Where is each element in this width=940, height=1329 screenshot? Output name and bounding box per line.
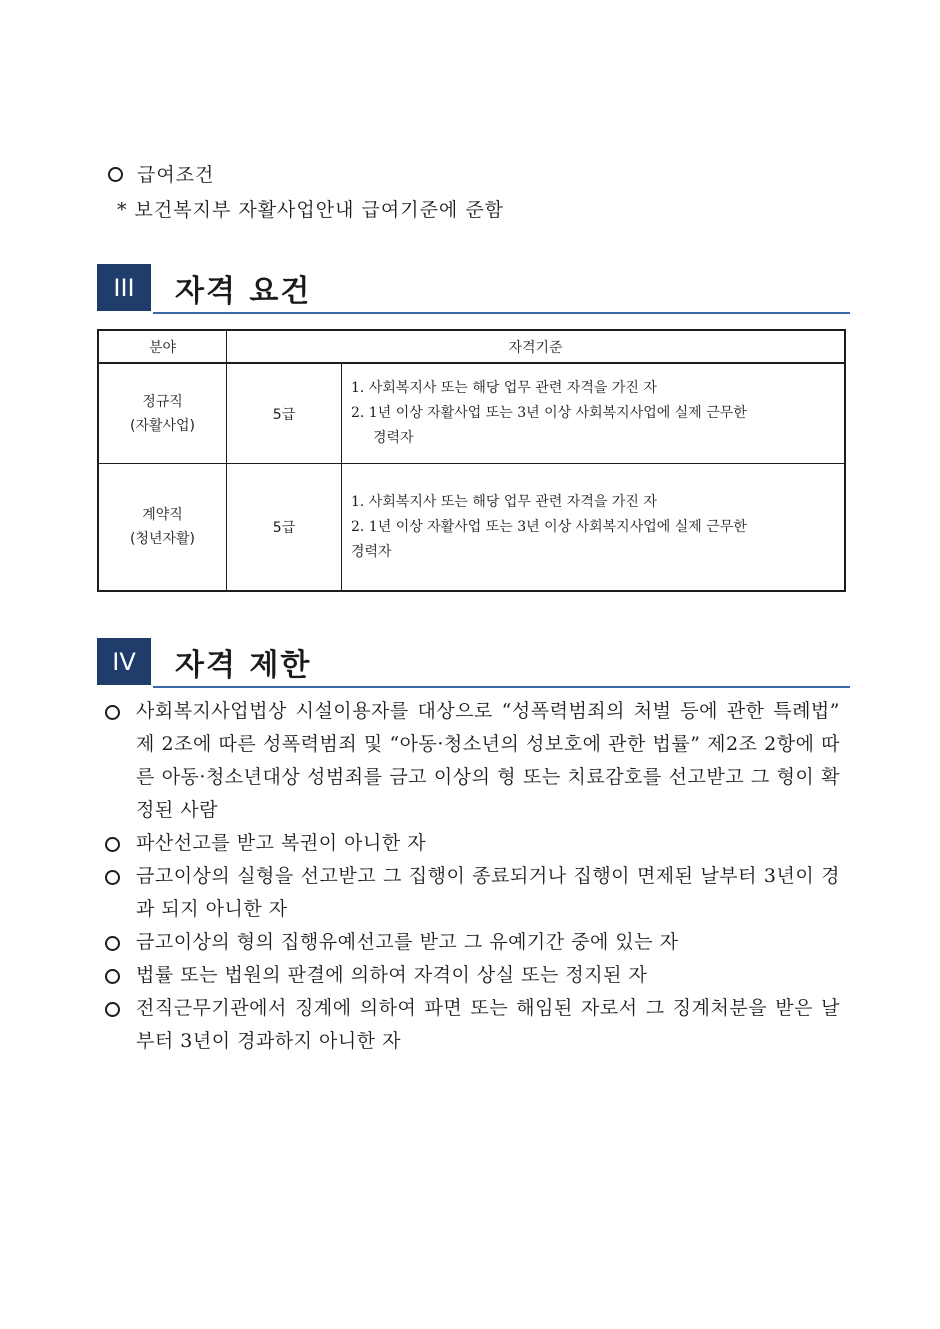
section-number: III <box>97 264 151 311</box>
restriction-text: 금고이상의 형의 집행유예선고를 받고 그 유예기간 중에 있는 자 <box>136 931 679 953</box>
section-title: 자격 요건 <box>175 274 312 309</box>
criteria-item: 2. 1년 이상 자활사업 또는 3년 이상 사회복지사업에 실제 근무한 <box>351 518 747 535</box>
section-3-header <box>97 264 850 314</box>
field-name: 정규직 <box>142 393 183 410</box>
criteria-cell <box>342 363 846 464</box>
grade-cell: 5급 <box>227 363 342 464</box>
circle-bullet-icon <box>105 969 120 984</box>
criteria-cell <box>342 464 846 592</box>
criteria-item: 1. 사회복지사 또는 해당 업무 관련 자격을 가진 자 <box>351 493 657 510</box>
table-row <box>98 363 845 464</box>
pay-note: * 보건복지부 자활사업안내 급여기준에 준함 <box>117 199 505 221</box>
criteria-item: 2. 1년 이상 자활사업 또는 3년 이상 사회복지사업에 실제 근무한 <box>351 405 747 421</box>
restriction-text: 금고이상의 실형을 선고받고 그 집행이 종료되거나 집행이 면제된 날부터 3년이 경과 되지 아니한 자 <box>136 865 840 920</box>
section-divider <box>153 312 850 314</box>
qualification-table <box>97 329 846 592</box>
field-cell <box>98 363 227 464</box>
table-row <box>98 464 845 592</box>
field-name: 계약직 <box>142 507 183 523</box>
pay-heading <box>108 160 214 187</box>
pay-heading-text: 급여조건 <box>137 164 215 186</box>
grade-cell: 5급 <box>227 464 342 592</box>
list-item <box>105 992 840 1058</box>
list-item <box>105 827 840 860</box>
list-item <box>105 695 840 827</box>
field-sub: (청년자활) <box>129 531 196 547</box>
circle-bullet-icon <box>105 1002 120 1017</box>
circle-bullet-icon <box>105 705 120 720</box>
list-item <box>105 860 840 926</box>
table-header-row <box>98 330 845 363</box>
criteria-item: 1. 사회복지사 또는 해당 업무 관련 자격을 가진 자 <box>351 380 657 396</box>
restriction-text: 파산선고를 받고 복권이 아니한 자 <box>136 832 427 854</box>
circle-bullet-icon <box>105 936 120 951</box>
list-item <box>105 959 840 992</box>
field-cell <box>98 464 227 592</box>
section-4-header <box>97 638 850 688</box>
field-sub: (자활사업) <box>129 417 196 434</box>
section-number: IV <box>97 638 151 685</box>
list-item <box>105 926 840 959</box>
section-title: 자격 제한 <box>175 648 312 683</box>
criteria-item-continued: 경력자 <box>373 430 414 446</box>
circle-bullet-icon <box>105 837 120 852</box>
restriction-text: 전직근무기관에서 징계에 의하여 파면 또는 해임된 자로서 그 징계처분을 받은 날부터 3년이 경과하지 아니한 자 <box>136 997 840 1052</box>
restriction-list <box>105 695 840 1058</box>
circle-bullet-icon <box>105 870 120 885</box>
criteria-item-continued: 경력자 <box>351 543 392 560</box>
header-criteria: 자격기준 <box>227 330 846 363</box>
section-divider <box>153 686 850 688</box>
restriction-text: 법률 또는 법원의 판결에 의하여 자격이 상실 또는 정지된 자 <box>136 964 648 986</box>
restriction-text: 사회복지사업법상 시설이용자를 대상으로 “성폭력범죄의 처벌 등에 관한 특례법” 제 2조에 따른 성폭력범죄 및 “아동·청소년의 성보호에 관한 법률” 제2조 2항에 따른 아동·청소년대상 성범죄를 금고 이상의 형 또는 치료감호를 선고받고 그 형이 확정된 사람 <box>136 700 840 821</box>
circle-bullet-icon <box>108 167 123 182</box>
header-field: 분야 <box>98 330 227 363</box>
